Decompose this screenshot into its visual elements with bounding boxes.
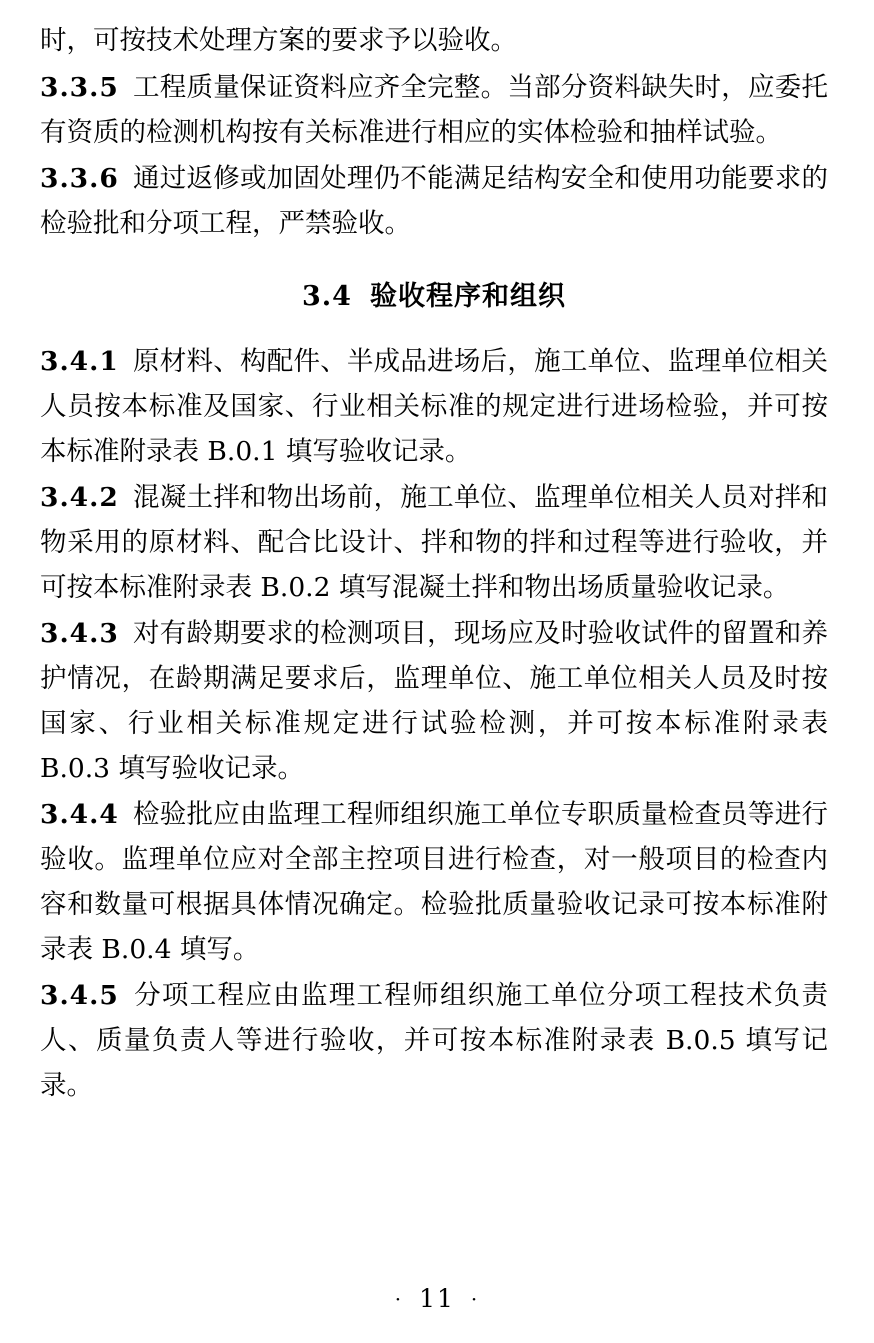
paragraph-3-4-3 xyxy=(40,611,828,791)
section-number: 3.4 xyxy=(302,281,352,312)
clause-number: 3.4.2 xyxy=(40,482,119,513)
clause-number: 3.4.1 xyxy=(40,346,119,377)
clause-number: 3.4.4 xyxy=(40,799,119,830)
clause-number: 3.3.6 xyxy=(40,163,119,194)
footer-dot-right: · xyxy=(470,1286,480,1311)
footer-dot-left: · xyxy=(394,1286,404,1311)
paragraph-text: 工程质量保证资料应齐全完整。当部分资料缺失时，应委托有资质的检测机构按有关标准进行相应的实体检验和抽样试验。 xyxy=(40,72,828,148)
paragraph-3-4-1 xyxy=(40,339,828,474)
paragraph-continuation xyxy=(40,18,828,63)
clause-number: 3.4.5 xyxy=(40,980,119,1011)
paragraph-text: 对有龄期要求的检测项目，现场应及时验收试件的留置和养护情况，在龄期满足要求后，监理单位、施工单位相关人员及时按国家、行业相关标准规定进行试验检测，并可按本标准附录表 B.0.3 填写验收记录。 xyxy=(40,618,828,784)
paragraph-text: 原材料、构配件、半成品进场后，施工单位、监理单位相关人员按本标准及国家、行业相关标准的规定进行进场检验，并可按本标准附录表 B.0.1 填写验收记录。 xyxy=(40,346,828,467)
paragraph-3-3-5 xyxy=(40,65,828,155)
paragraph-3-4-2 xyxy=(40,475,828,610)
paragraph-3-3-6 xyxy=(40,156,828,246)
paragraph-text: 分项工程应由监理工程师组织施工单位分项工程技术负责人、质量负责人等进行验收，并可按本标准附录表 B.0.5 填写记录。 xyxy=(40,980,828,1101)
page-number: 11 xyxy=(419,1284,455,1313)
paragraph-text: 时，可按技术处理方案的要求予以验收。 xyxy=(40,25,517,56)
paragraph-3-4-4 xyxy=(40,792,828,972)
page-footer xyxy=(0,1282,874,1313)
paragraph-text: 检验批应由监理工程师组织施工单位专职质量检查员等进行验收。监理单位应对全部主控项目进行检查，对一般项目的检查内容和数量可根据具体情况确定。检验批质量验收记录可按本标准附录表 B.0.4 填写。 xyxy=(40,799,828,965)
paragraph-3-4-5 xyxy=(40,973,828,1108)
paragraph-text: 混凝土拌和物出场前，施工单位、监理单位相关人员对拌和物采用的原材料、配合比设计、拌和物的拌和过程等进行验收，并可按本标准附录表 B.0.2 填写混凝土拌和物出场质量验收记录。 xyxy=(40,482,828,603)
clause-number: 3.4.3 xyxy=(40,618,119,649)
section-heading xyxy=(40,274,828,313)
paragraph-text: 通过返修或加固处理仍不能满足结构安全和使用功能要求的检验批和分项工程，严禁验收。 xyxy=(40,163,828,239)
clause-number: 3.3.5 xyxy=(40,72,119,103)
section-title-text: 验收程序和组织 xyxy=(369,281,566,312)
